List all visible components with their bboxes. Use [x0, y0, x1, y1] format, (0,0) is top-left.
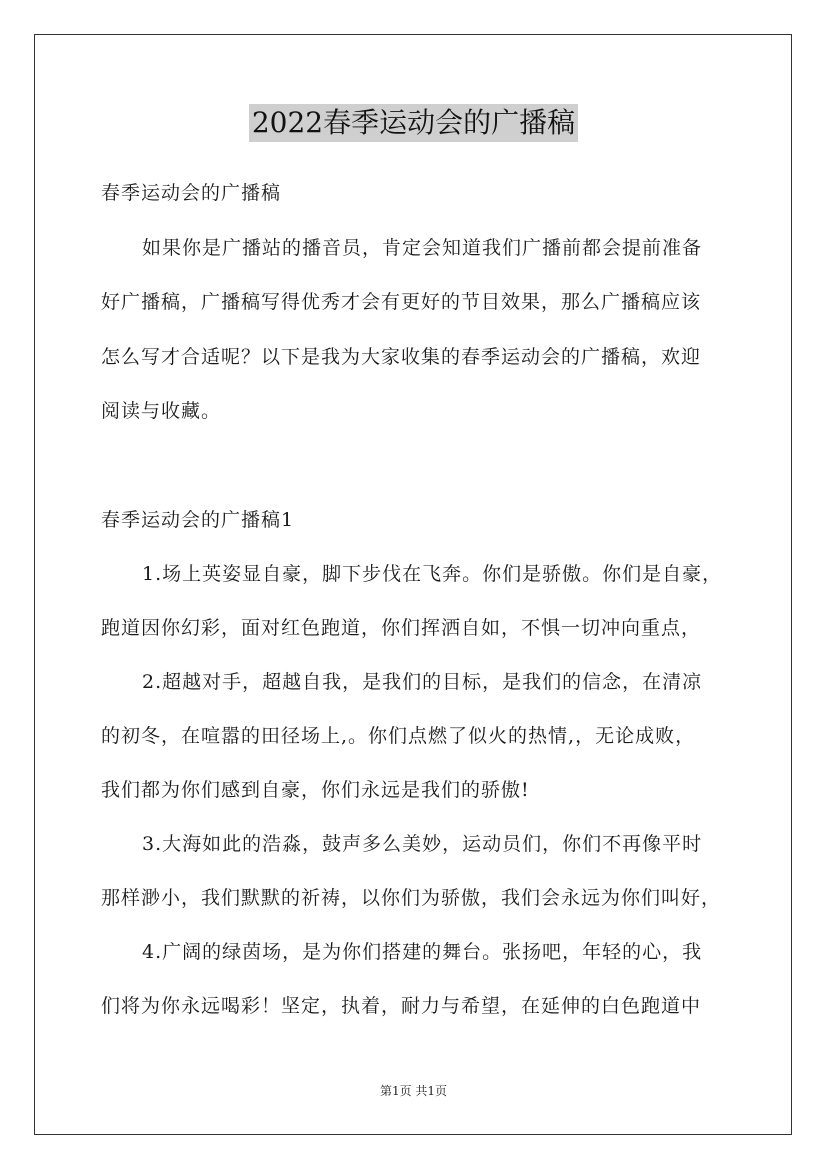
paragraph-line: 1.场上英姿显自豪，脚下步伐在飞奔。你们是骄傲。你们是自豪，: [142, 563, 723, 585]
paragraph-line: 怎么写才合适呢？以下是我为大家收集的春季运动会的广播稿，欢迎: [101, 346, 702, 368]
paragraph-line: 好广播稿，广播稿写得优秀才会有更好的节目效果，那么广播稿应该: [101, 291, 702, 313]
paragraph-line: 们将为你永远喝彩！坚定，执着，耐力与希望，在延伸的白色跑道中: [101, 995, 702, 1017]
page-footer: 第1页 共1页: [379, 1084, 448, 1098]
paragraph-line: 4.广阔的绿茵场，是为你们搭建的舞台。张扬吧，年轻的心，我: [142, 941, 703, 963]
paragraph-line: 跑道因你幻彩，面对红色跑道，你们挥洒自如，不惧一切冲向重点，: [101, 617, 702, 639]
section-heading: 春季运动会的广播稿1: [101, 509, 295, 531]
paragraph-line: 那样渺小，我们默默的祈祷，以你们为骄傲，我们会永远为你们叫好，: [101, 887, 722, 909]
section-heading: 春季运动会的广播稿: [101, 182, 282, 204]
title-container: [0, 104, 827, 142]
paragraph-line: 阅读与收藏。: [101, 400, 222, 422]
paragraph-line: 如果你是广播站的播音员，肯定会知道我们广播前都会提前准备: [142, 237, 703, 259]
paragraph-line: 我们都为你们感到自豪，你们永远是我们的骄傲!: [101, 779, 530, 801]
paragraph-line: 3.大海如此的浩淼，鼓声多么美妙，运动员们，你们不再像平时: [142, 833, 703, 855]
document-title: 2022春季运动会的广播稿: [249, 104, 578, 142]
paragraph-line: 的初冬，在喧嚣的田径场上,。你们点燃了似火的热情,，无论成败，: [101, 725, 696, 747]
paragraph-line: 2.超越对手，超越自我，是我们的目标，是我们的信念，在清凉: [142, 671, 703, 693]
